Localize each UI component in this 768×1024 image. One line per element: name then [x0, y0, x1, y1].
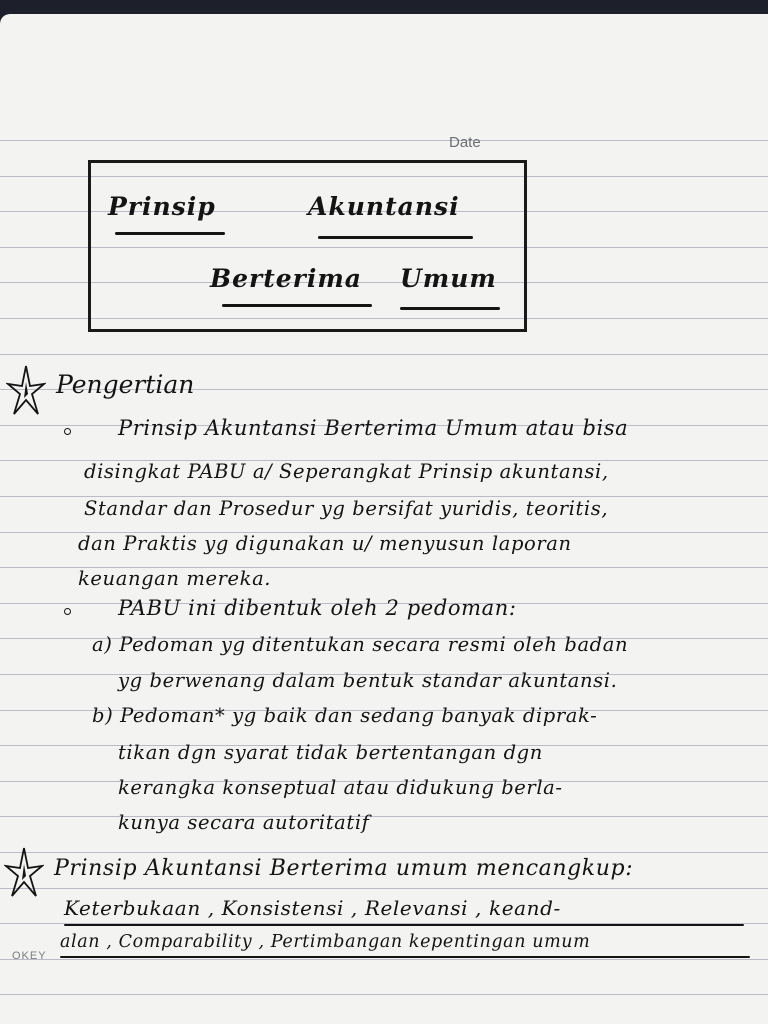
- body-line: kunya secara autoritatif: [118, 811, 370, 834]
- body-line: Keterbukaan , Konsistensi , Relevansi , keand-: [64, 896, 561, 920]
- ruled-line: [0, 852, 768, 853]
- body-line: Prinsip Akuntansi Berterima Umum atau bisa: [118, 416, 629, 440]
- title-underline: [115, 232, 225, 235]
- underline: [64, 924, 744, 926]
- body-line: b) Pedoman* yg baik dan sedang banyak diprak-: [92, 704, 598, 727]
- title-word-prinsip: Prinsip: [108, 192, 216, 221]
- ruled-line: [0, 354, 768, 355]
- body-line: dan Praktis yg digunakan u/ menyusun laporan: [78, 532, 572, 555]
- body-line: Prinsip Akuntansi Berterima umum mencangkup:: [54, 856, 634, 881]
- underline: [60, 956, 750, 958]
- title-underline: [318, 236, 473, 239]
- star-icon: [4, 844, 44, 904]
- body-line: tikan dgn syarat tidak bertentangan dgn: [118, 741, 543, 764]
- ruled-line: [0, 816, 768, 817]
- body-line: Standar dan Prosedur yg bersifat yuridis, teoritis,: [84, 497, 609, 520]
- bullet-icon: [64, 428, 71, 435]
- date-label: Date: [449, 134, 481, 151]
- notebook-brand-logo: OKEY: [12, 950, 47, 962]
- title-word-berterima: Berterima: [210, 264, 362, 293]
- title-word-umum: Umum: [400, 264, 497, 293]
- body-line: alan , Comparability , Pertimbangan kepentingan umum: [60, 932, 591, 952]
- bullet-icon: [64, 608, 71, 615]
- ruled-line: [0, 140, 768, 141]
- ruled-line: [0, 888, 768, 889]
- title-underline: [222, 304, 372, 307]
- body-line: PABU ini dibentuk oleh 2 pedoman:: [118, 596, 517, 620]
- ruled-line: [0, 994, 768, 995]
- title-word-akuntansi: Akuntansi: [308, 192, 460, 221]
- body-line: a) Pedoman yg ditentukan secara resmi oleh badan: [92, 633, 629, 656]
- body-line: disingkat PABU a/ Seperangkat Prinsip akuntansi,: [84, 460, 609, 483]
- title-underline: [400, 307, 500, 310]
- body-line: keuangan mereka.: [78, 567, 272, 590]
- section-heading: Pengertian: [56, 370, 195, 399]
- ruled-line: [0, 959, 768, 960]
- notebook-page: [0, 14, 768, 1024]
- star-icon: [6, 362, 46, 422]
- body-line: yg berwenang dalam bentuk standar akuntansi.: [118, 669, 618, 692]
- body-line: kerangka konseptual atau didukung berla-: [118, 776, 563, 799]
